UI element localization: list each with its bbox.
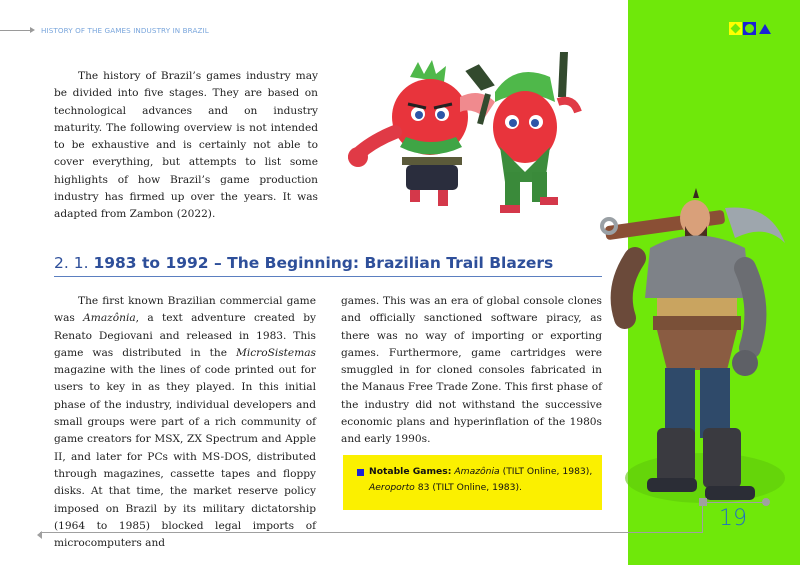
- body-column-1: [54, 293, 316, 552]
- callout-game-1: Amazônia: [454, 466, 500, 477]
- page-number-dot-marker: [762, 498, 770, 506]
- blue-triangle-icon: [759, 24, 771, 34]
- running-head-text: HISTORY OF THE GAMES INDUSTRY IN BRAZIL: [41, 25, 209, 35]
- page-number-top-line: [703, 502, 766, 503]
- arrow-left-icon: [37, 531, 42, 539]
- section-heading: [54, 254, 602, 277]
- body-text: , a text adventure created by Renato Degiovani and released in 1983. This game was distributed in the: [54, 312, 316, 359]
- callout-text: [369, 464, 594, 496]
- body-paragraph-2: games. This was an era of global console clones and officially sanctioned software piracy, as there was no way of importing or exporting games. Furthermore, game cartridges were smuggled in for cloned consoles fabricated in the Manaus Free Trade Zone. This first phase of the industry did not withstand the successive economic plans and hyperinflation of the 1980s and early 1990s.: [341, 295, 602, 446]
- publisher-logo: [729, 22, 771, 35]
- strawberry-characters-illustration: [340, 42, 590, 222]
- running-head: [0, 23, 209, 37]
- blue-circle-icon: [743, 22, 756, 35]
- notable-games-callout: [343, 455, 602, 510]
- callout-game-1-info: (TILT Online, 1983),: [499, 466, 593, 477]
- intro-paragraph: [54, 68, 318, 224]
- running-head-line: [0, 30, 30, 31]
- bullet-square-icon: [357, 469, 364, 476]
- page-number: 19: [719, 506, 747, 531]
- yellow-diamond-icon: [729, 22, 742, 35]
- footer-line: [40, 532, 703, 533]
- page-number-vertical-line: [702, 502, 703, 532]
- magazine-title: MicroSistemas: [235, 346, 316, 359]
- body-text: The first known Brazilian commercial game was: [54, 295, 316, 325]
- callout-label: Notable Games:: [369, 466, 452, 477]
- body-paragraph-1: [54, 293, 316, 552]
- section-title: 1983 to 1992 – The Beginning: Brazilian Trail Blazers: [93, 254, 554, 272]
- section-number: 2. 1.: [54, 254, 89, 272]
- warrior-character-illustration: [595, 188, 795, 513]
- body-text: magazine with the lines of code printed out for users to key in as they played. In this initial phase of the industry, individual developers and small groups were part of a rich community of game creators for MSX, ZX Spectrum and Apple II, and later for PCs with MS-DOS, distributed through magazines, cassette tapes and floppy disks. At that time, the market reserve policy imposed on Brazil by its military dictatorship (1964 to 1985) blocked legal imports of microcomputers and: [54, 364, 316, 550]
- callout-game-2-info: 83 (TILT Online, 1983).: [414, 482, 522, 493]
- game-title-amazonia: Amazônia: [83, 312, 136, 325]
- arrow-right-icon: [30, 27, 35, 33]
- body-column-2: [341, 293, 602, 449]
- page-number-square-marker: [699, 498, 707, 506]
- intro-text: The history of Brazil’s games industry may be divided into five stages. They are based on technological advances and on industry maturity. The following overview is not intended to be exhaustive and is certainly not able to cover everything, but attempts to list some highlights of how Brazil’s game production industry has firmed up over the years. It was adapted from Zambon (2022).: [54, 70, 318, 221]
- callout-game-2: Aeroporto: [369, 482, 415, 493]
